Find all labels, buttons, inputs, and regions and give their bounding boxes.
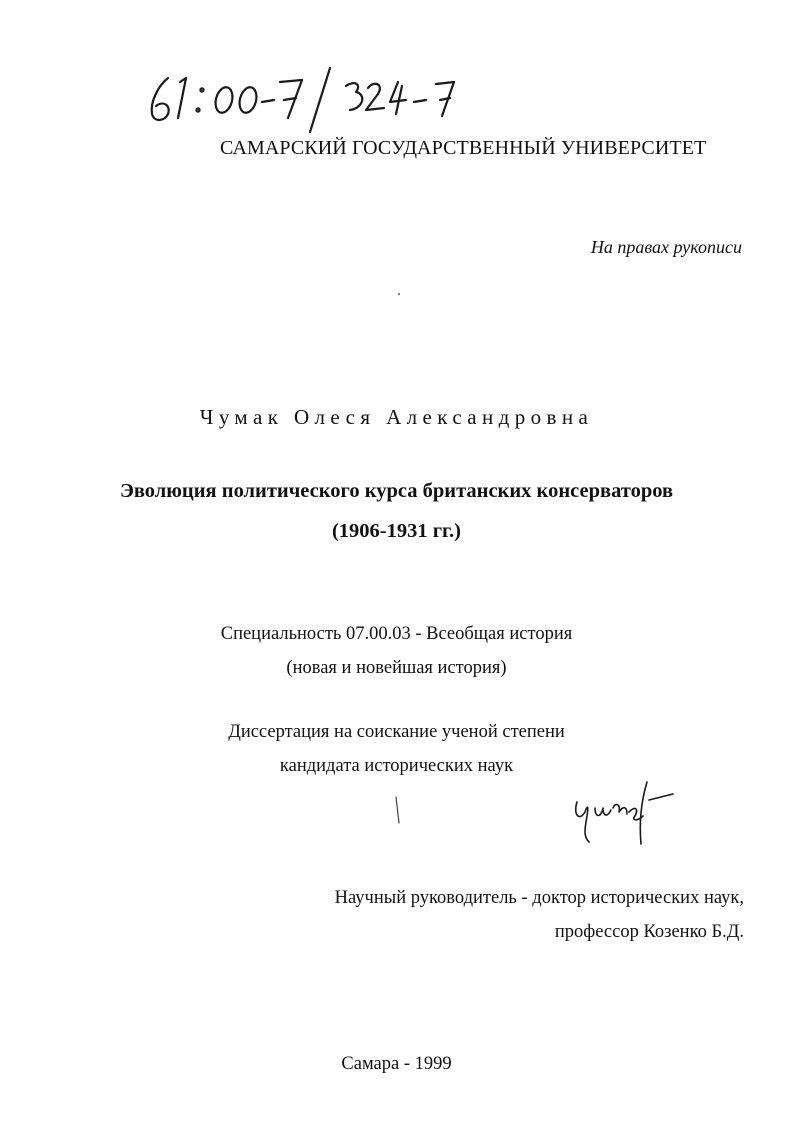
pen-mark — [393, 795, 403, 825]
specialty-line-1: Специальность 07.00.03 - Всеобщая история — [220, 624, 573, 644]
author-signature — [565, 772, 680, 852]
specialty-line-2: (новая и новейшая история) — [286, 658, 507, 678]
handwritten-archive-number — [140, 60, 500, 140]
supervisor-line-2: профессор Козенко Б.Д. — [554, 922, 744, 942]
rights-note: На правах рукописи — [590, 237, 742, 257]
place-and-year: Самара - 1999 — [341, 1054, 452, 1074]
author-name: Чумак Олеся Александровна — [199, 405, 594, 429]
supervisor-line-1: Научный руководитель - доктор исторических наук, — [334, 888, 744, 908]
dissertation-title-line-2: (1906-1931 гг.) — [331, 520, 462, 542]
dissertation-title-line-1: Эволюция политического курса британских консерваторов — [119, 480, 674, 502]
thesis-degree-line-1: Диссертация на соискание ученой степени — [228, 722, 565, 742]
university-name: САМАРСКИЙ ГОСУДАРСТВЕННЫЙ УНИВЕРСИТЕТ — [220, 137, 707, 159]
paper-speck — [398, 293, 400, 295]
thesis-degree-line-2: кандидата исторических наук — [279, 756, 514, 776]
